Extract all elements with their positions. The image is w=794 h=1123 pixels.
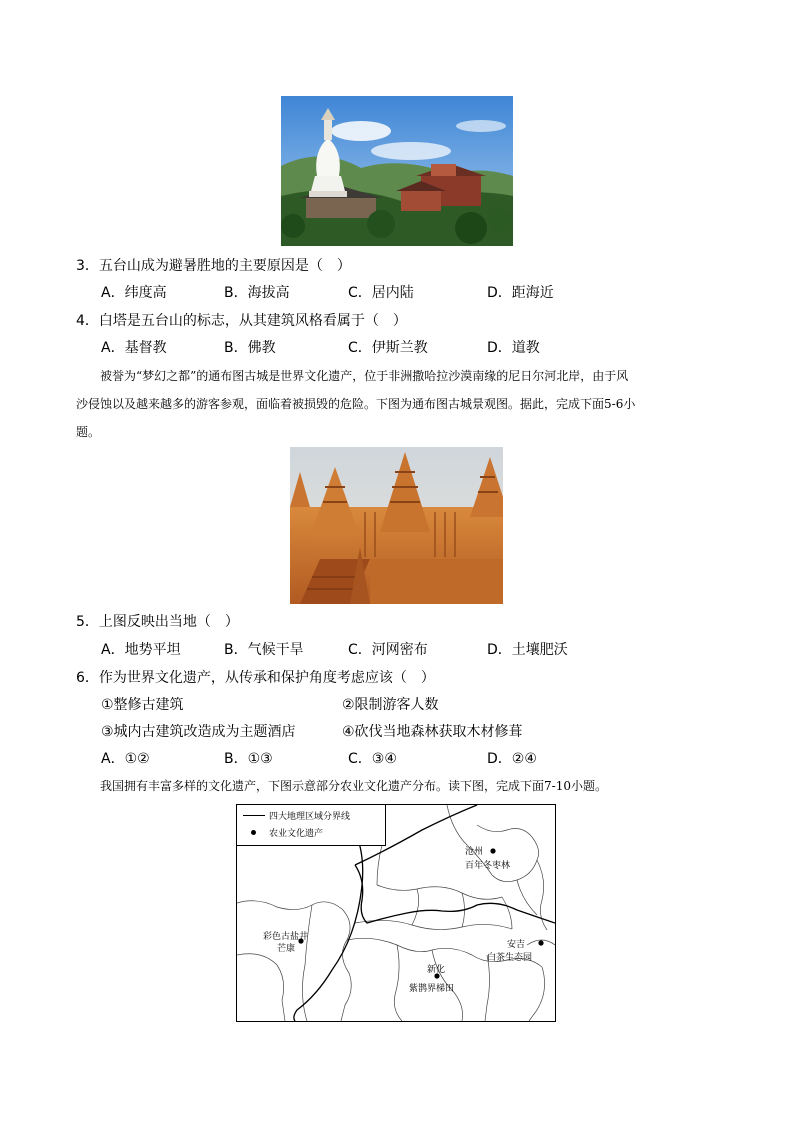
white-stupa-photo — [281, 96, 513, 246]
label-mangkang: 芒康 — [277, 944, 296, 954]
question-6-option-b: B．①③ — [224, 751, 273, 767]
question-5-option-a: A．地势平坦 — [101, 642, 181, 658]
question-5-option-d: D．土壤肥沃 — [487, 642, 568, 658]
timbuktu-mosque-photo — [290, 447, 503, 604]
question-3-option-b: B．海拔高 — [224, 285, 290, 301]
map-legend — [237, 805, 386, 846]
legend-boundary-label: 四大地理区域分界线 — [269, 812, 351, 822]
legend-site-dot-icon — [251, 830, 256, 835]
anji-site-marker — [538, 940, 543, 945]
label-mangkang-site: 彩色古盐井 — [263, 932, 309, 942]
label-anji-site: 白茶生态园 — [487, 953, 533, 963]
label-xinhua-site: 紫鹊界梯田 — [409, 984, 455, 994]
question-6-option-a: A．①② — [101, 751, 150, 767]
question-3-option-a: A．纬度高 — [101, 285, 167, 301]
label-anji: 安吉 — [507, 940, 526, 950]
question-4-option-a: A．基督教 — [101, 340, 167, 356]
question-6-item-4: ④砍伐当地森林获取木材修葺 — [342, 724, 523, 740]
passage-1-line-2: 沙侵蚀以及越来越多的游客参观，面临着被损毁的危险。下图为通布图古城景观图。据此，完成下面5-6小 — [76, 397, 636, 411]
question-6-stem: 6．作为世界文化遗产，从传承和保护角度考虑应该（ ） — [76, 670, 435, 686]
legend-site-label: 农业文化遗产 — [269, 829, 324, 839]
question-4-option-c: C．伊斯兰教 — [348, 340, 428, 356]
question-3-stem: 3．五台山成为避暑胜地的主要原因是（ ） — [76, 258, 351, 274]
agricultural-heritage-map — [236, 804, 556, 1022]
question-6-option-d: D．②④ — [487, 751, 537, 767]
question-5-option-c: C．河网密布 — [348, 642, 428, 658]
question-6-item-1: ①整修古建筑 — [101, 697, 184, 713]
passage-2: 我国拥有丰富多样的文化遗产，下图示意部分农业文化遗产分布。读下图，完成下面7-10小题。 — [100, 779, 607, 793]
question-6-item-2: ②限制游客人数 — [342, 697, 439, 713]
label-cangzhou: 沧州 — [465, 847, 484, 857]
label-cangzhou-site: 百年冬枣林 — [465, 861, 511, 871]
passage-1 — [76, 362, 726, 446]
question-6-option-c: C．③④ — [348, 751, 397, 767]
label-xinhua: 新化 — [427, 965, 446, 975]
question-3-option-c: C．居内陆 — [348, 285, 414, 301]
passage-1-line-3: 题。 — [76, 425, 101, 439]
passage-1-line-1: 被誉为“梦幻之都”的通布图古城是世界文化遗产，位于非洲撒哈拉沙漠南缘的尼日尔河北岸，由于风 — [100, 369, 629, 383]
question-4-stem: 4．白塔是五台山的标志，从其建筑风格看属于（ ） — [76, 313, 407, 329]
question-4-option-d: D．道教 — [487, 340, 540, 356]
question-3-option-d: D．距海近 — [487, 285, 554, 301]
legend-boundary-line-icon — [243, 815, 265, 816]
question-4-option-b: B．佛教 — [224, 340, 276, 356]
question-5-option-b: B．气候干旱 — [224, 642, 304, 658]
cangzhou-site-marker — [490, 848, 495, 853]
question-5-stem: 5．上图反映出当地（ ） — [76, 614, 239, 630]
question-6-item-3: ③城内古建筑改造成为主题酒店 — [101, 724, 296, 740]
